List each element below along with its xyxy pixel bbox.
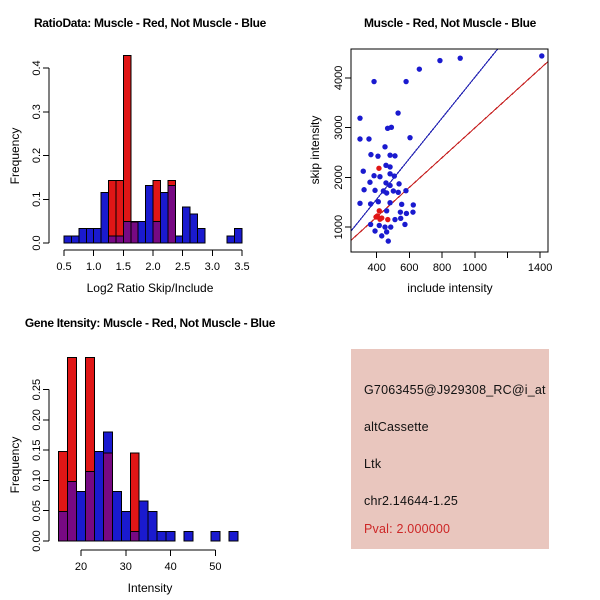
- svg-text:1000: 1000: [333, 214, 345, 240]
- scatter-xlabel: include intensity: [407, 281, 493, 295]
- svg-text:1400: 1400: [527, 262, 553, 274]
- panel-gene-histogram: [0, 300, 300, 600]
- gene-histogram-xlabel: Intensity: [127, 581, 173, 595]
- gene-histogram-ylabel: Frequency: [8, 436, 22, 494]
- svg-text:0.2: 0.2: [31, 147, 43, 164]
- panel-scatter: [300, 0, 600, 300]
- svg-text:0.25: 0.25: [31, 378, 43, 401]
- svg-text:1000: 1000: [462, 262, 488, 274]
- info-gene-name: Ltk: [364, 457, 382, 471]
- svg-text:2000: 2000: [333, 165, 345, 190]
- svg-text:600: 600: [400, 262, 419, 274]
- svg-text:2.0: 2.0: [145, 261, 161, 273]
- svg-text:30: 30: [119, 561, 132, 573]
- svg-text:0.20: 0.20: [31, 409, 43, 431]
- info-probe-id: G7063455@J929308_RC@i_at: [364, 383, 546, 397]
- svg-text:400: 400: [367, 262, 386, 274]
- svg-text:40: 40: [164, 561, 177, 573]
- svg-text:800: 800: [432, 262, 452, 274]
- svg-text:0.10: 0.10: [31, 469, 43, 492]
- svg-text:4000: 4000: [333, 65, 345, 91]
- svg-text:50: 50: [209, 561, 222, 573]
- info-event-type: altCassette: [364, 420, 429, 434]
- svg-text:0.05: 0.05: [31, 500, 43, 522]
- svg-text:20: 20: [74, 561, 88, 573]
- svg-text:3.0: 3.0: [204, 261, 220, 273]
- scatter-title: Muscle - Red, Not Muscle - Blue: [363, 16, 537, 30]
- ratio-histogram-title: RatioData: Muscle - Red, Not Muscle - Blue: [33, 16, 267, 30]
- panel-info: [300, 300, 600, 600]
- svg-text:1.5: 1.5: [115, 261, 131, 273]
- svg-text:0.4: 0.4: [31, 60, 43, 76]
- svg-text:0.0: 0.0: [31, 235, 43, 251]
- svg-text:2.5: 2.5: [175, 261, 191, 273]
- svg-text:0.1: 0.1: [31, 191, 43, 207]
- ratio-histogram-xlabel: Log2 Ratio Skip/Include: [86, 281, 214, 295]
- svg-text:0.15: 0.15: [31, 439, 43, 461]
- gene-histogram-canvas: [0, 300, 300, 600]
- svg-text:0.00: 0.00: [31, 530, 43, 552]
- ratio-histogram-ylabel: Frequency: [8, 127, 22, 185]
- panel-ratio-histogram: [0, 0, 300, 300]
- info-background-box: [351, 349, 549, 549]
- info-pval: Pval: 2.000000: [364, 522, 451, 536]
- svg-text:3.5: 3.5: [234, 261, 250, 273]
- svg-text:3000: 3000: [333, 115, 345, 140]
- info-locus: chr2.14644-1.25: [364, 494, 459, 508]
- svg-text:1.0: 1.0: [86, 261, 102, 273]
- svg-text:0.3: 0.3: [31, 104, 43, 120]
- scatter-canvas: [300, 0, 600, 300]
- ratio-histogram-canvas: [0, 0, 300, 300]
- scatter-ylabel: skip intensity: [308, 115, 322, 185]
- gene-histogram-title: Gene Itensity: Muscle - Red, Not Muscle - Blue: [24, 316, 276, 330]
- svg-text:0.5: 0.5: [56, 261, 72, 273]
